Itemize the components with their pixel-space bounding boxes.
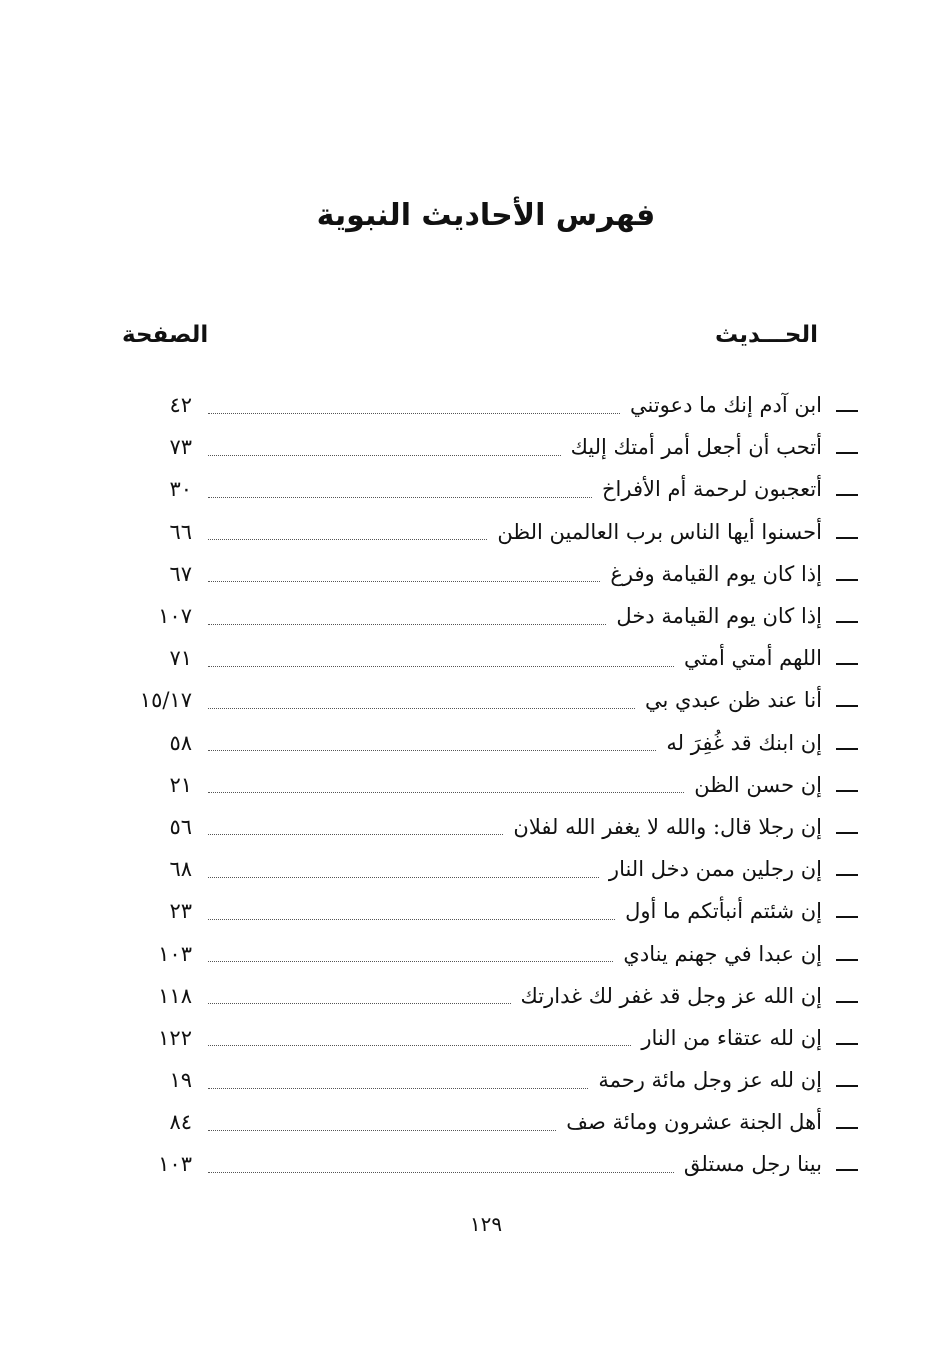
dot-leader — [208, 1003, 511, 1004]
entry-text: ابن آدم إنك ما دعوتني — [630, 393, 822, 418]
entry-text: إذا كان يوم القيامة دخل — [616, 604, 822, 629]
index-entry — [118, 975, 858, 1017]
entry-text: إن رجلا قال: والله لا يغفر الله لفلان — [513, 814, 822, 839]
dot-leader — [208, 1130, 556, 1131]
entry-page-number: ١١٨ — [158, 983, 192, 1008]
entry-text: أهل الجنة عشرون ومائة صف — [566, 1110, 822, 1135]
entry-dash — [836, 916, 858, 918]
entry-dash — [836, 494, 858, 496]
entry-page-number: ٦٨ — [169, 857, 192, 882]
index-entry — [118, 426, 858, 468]
entry-page-number: ١٥/١٧ — [139, 688, 192, 713]
entry-text: إن رجلين ممن دخل النار — [608, 857, 822, 882]
index-entry — [118, 1017, 858, 1059]
entry-text: إن الله عز وجل قد غفر لك غدارتك — [520, 983, 822, 1008]
entry-dash — [836, 537, 858, 539]
dot-leader — [208, 750, 656, 751]
index-entry — [118, 679, 858, 721]
entry-page-number: ٣٠ — [169, 477, 192, 502]
entry-dash — [836, 579, 858, 581]
index-entry — [118, 637, 858, 679]
entry-page-number: ٢١ — [169, 772, 192, 797]
entry-dash — [836, 410, 858, 412]
index-entry — [118, 384, 858, 426]
dot-leader — [208, 539, 487, 540]
entry-dash — [836, 748, 858, 750]
index-entry — [118, 806, 858, 848]
entry-text: بينا رجل مستلق — [683, 1152, 822, 1177]
entry-dash — [836, 1043, 858, 1045]
dot-leader — [208, 1045, 631, 1046]
index-entry — [118, 890, 858, 932]
dot-leader — [208, 497, 592, 498]
dot-leader — [208, 581, 600, 582]
entry-dash — [836, 1169, 858, 1171]
index-entry — [118, 468, 858, 510]
entry-dash — [836, 832, 858, 834]
entry-page-number: ٦٦ — [169, 519, 192, 544]
entry-text: إن عبدا في جهنم ينادي — [623, 941, 822, 966]
dot-leader — [208, 919, 615, 920]
entry-page-number: ١٢٢ — [158, 1025, 192, 1050]
entry-text: أحسنوا أيها الناس برب العالمين الظن — [497, 519, 822, 544]
index-entry — [118, 1059, 858, 1101]
dot-leader — [208, 624, 606, 625]
column-header-hadith: الحـــديث — [715, 322, 818, 348]
dot-leader — [208, 792, 684, 793]
dot-leader — [208, 961, 613, 962]
dot-leader — [208, 834, 503, 835]
dot-leader — [208, 877, 599, 878]
entry-page-number: ٦٧ — [169, 561, 192, 586]
entry-page-number: ٨٤ — [169, 1110, 192, 1135]
entry-page-number: ٧١ — [169, 646, 192, 671]
entry-dash — [836, 874, 858, 876]
entry-page-number: ١٠٧ — [158, 604, 192, 629]
index-entry — [118, 553, 858, 595]
page-number: ١٢٩ — [469, 1212, 503, 1236]
entry-text: أتحب أن أجعل أمر أمتك إليك — [570, 435, 822, 460]
entry-text: إن ابنك قد غُفِرَ له — [666, 730, 822, 755]
entry-text: إذا كان يوم القيامة وفرغ — [610, 561, 822, 586]
dot-leader — [208, 1088, 588, 1089]
index-entry — [118, 932, 858, 974]
index-entry — [118, 764, 858, 806]
dot-leader — [208, 413, 620, 414]
entry-text: اللهم أمتي أمتي — [683, 646, 822, 671]
entry-dash — [836, 705, 858, 707]
entry-dash — [836, 790, 858, 792]
dot-leader — [208, 1172, 674, 1173]
entry-text: إن لله عتقاء من النار — [641, 1025, 822, 1050]
entry-page-number: ٥٨ — [169, 730, 192, 755]
column-header-page: الصفحة — [122, 322, 209, 348]
entry-dash — [836, 621, 858, 623]
entry-page-number: ٥٦ — [169, 814, 192, 839]
entry-dash — [836, 1085, 858, 1087]
index-entry — [118, 722, 858, 764]
entry-page-number: ١٠٣ — [158, 1152, 192, 1177]
entry-dash — [836, 959, 858, 961]
hadith-index-list — [118, 384, 858, 1186]
entry-text: إن حسن الظن — [694, 772, 822, 797]
dot-leader — [208, 666, 674, 667]
entry-page-number: ٧٣ — [169, 435, 192, 460]
entry-dash — [836, 452, 858, 454]
index-entry — [118, 848, 858, 890]
entry-text: أنا عند ظن عبدي بي — [644, 688, 822, 713]
entry-text: أتعجبون لرحمة أم الأفراخ — [601, 477, 822, 502]
index-entry — [118, 1143, 858, 1185]
entry-page-number: ١٠٣ — [158, 941, 192, 966]
dot-leader — [208, 455, 561, 456]
page-title: فهرس الأحاديث النبوية — [316, 198, 656, 233]
entry-dash — [836, 1127, 858, 1129]
entry-dash — [836, 1001, 858, 1003]
entry-page-number: ٤٢ — [169, 393, 192, 418]
dot-leader — [208, 708, 635, 709]
entry-text: إن شئتم أنبأتكم ما أول — [625, 899, 822, 924]
entry-dash — [836, 663, 858, 665]
index-entry — [118, 1101, 858, 1143]
entry-page-number: ١٩ — [169, 1068, 192, 1093]
entry-text: إن لله عز وجل مائة رحمة — [598, 1068, 822, 1093]
entry-page-number: ٢٣ — [169, 899, 192, 924]
index-entry — [118, 511, 858, 553]
index-entry — [118, 595, 858, 637]
